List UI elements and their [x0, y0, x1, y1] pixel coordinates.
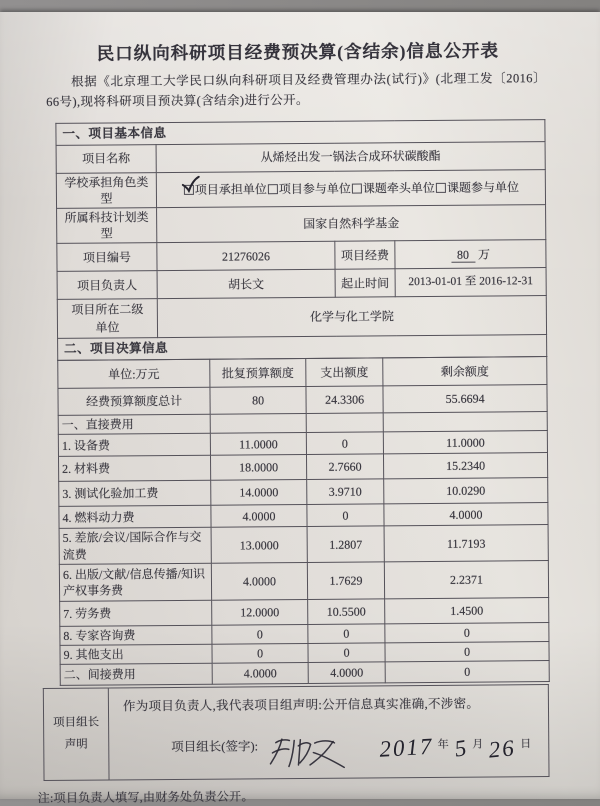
- budget-header-row: [58, 357, 547, 389]
- declaration-statement: 作为项目负责人,我代表项目组声明:公开信息真实准确,不涉密。: [122, 696, 480, 714]
- budget-approved: 4.0000: [211, 562, 307, 600]
- leader-label: 项目负责人: [57, 271, 157, 300]
- form-title: 民口纵向科研项目经费预决算(含结余)信息公开表: [96, 40, 499, 64]
- budget-approved: [210, 414, 306, 434]
- budget-spent: 4.0000: [308, 662, 385, 684]
- row-secondary-unit: [57, 296, 546, 339]
- project-number-value: 21276026: [157, 241, 335, 270]
- budget-row-label: 二、间接费用: [60, 663, 212, 685]
- row-role-type: [56, 169, 545, 208]
- period-label: 起止时间: [335, 269, 395, 297]
- budget-row-label: 1. 设备费: [58, 434, 210, 457]
- row-project-number: [57, 240, 546, 272]
- role-options: [161, 179, 541, 198]
- column-header-spent: 支出额度: [306, 358, 383, 387]
- month-suffix: 月: [472, 738, 484, 751]
- fund-value-cell: [395, 240, 546, 269]
- budget-remaining: 15.2340: [383, 453, 547, 479]
- budget-row-labor: [60, 597, 549, 626]
- role-option-label: 课题参与单位: [446, 179, 519, 195]
- column-header-unit: 单位:万元: [58, 359, 210, 388]
- main-form-table: [55, 119, 547, 362]
- budget-row-label: 6. 出版/文献/信息传播/知识产权事务费: [59, 563, 211, 601]
- handwritten-date: [379, 729, 537, 761]
- role-option-label: 项目参与单位: [278, 181, 351, 196]
- budget-spent: 0: [308, 624, 385, 644]
- row-plan-type: [57, 204, 546, 243]
- budget-row-label: 8. 专家咨询费: [60, 625, 212, 645]
- plan-type-label: 所属科技计划类型: [57, 207, 157, 243]
- row-project-name: [56, 141, 545, 173]
- budget-row-total: [58, 385, 547, 416]
- budget-approved: 11.0000: [210, 433, 306, 456]
- budget-table: [57, 356, 550, 686]
- budget-spent: 0: [308, 643, 385, 663]
- declaration-label: 项目组长声明: [43, 688, 109, 780]
- role-option-1: [183, 181, 267, 198]
- role-option-3: [351, 180, 435, 197]
- role-options-cell: [156, 169, 545, 207]
- declaration-table: [43, 684, 550, 781]
- date-month: 5: [452, 734, 470, 762]
- budget-approved: 12.0000: [212, 599, 308, 625]
- column-header-remaining: 剩余额度: [383, 357, 547, 386]
- budget-remaining: 10.0290: [384, 478, 548, 504]
- role-option-label: 课题牵头单位: [362, 180, 435, 196]
- budget-spent: 0: [307, 504, 384, 527]
- budget-row-materials: [58, 453, 547, 482]
- checkbox-icon: [436, 182, 446, 192]
- budget-spent: [306, 413, 383, 433]
- budget-approved: 0: [212, 643, 308, 663]
- secondary-unit-label-text: 项目所在二级单位: [71, 302, 144, 335]
- footnote: 注:项目负责人填写,由财务处负责公开。: [37, 789, 254, 806]
- handwritten-signature: [266, 727, 355, 778]
- budget-spent: 3.9710: [307, 479, 384, 505]
- date-year: 2017: [378, 733, 434, 762]
- budget-spent: 1.2807: [307, 526, 384, 562]
- budget-row-label: 9. 其他支出: [60, 644, 212, 664]
- budget-remaining: 11.7193: [384, 525, 548, 562]
- budget-approved: 13.0000: [211, 527, 307, 563]
- sign-label: 项目组长(签字):: [171, 738, 259, 754]
- section-title: 一、项目基本信息: [56, 119, 545, 145]
- role-type-label: 学校承担角色类型: [56, 172, 156, 208]
- fund-amount: 80: [451, 247, 475, 262]
- budget-row-label: 4. 燃料动力费: [59, 506, 211, 529]
- budget-remaining: 0: [385, 642, 549, 662]
- intro-paragraph: 根据《北京理工大学民口纵向科研项目及经费管理办法(试行)》(北理工发〔2016〕66号),现将科研项目预决算(含结余)进行公开。: [46, 71, 547, 109]
- budget-remaining: [383, 412, 547, 432]
- project-name-value: 从烯烃出发一锅法合成环状碳酸酯: [156, 141, 545, 172]
- budget-remaining: 1.4500: [385, 597, 549, 623]
- budget-row-label: 5. 差旅/会议/国际合作与交流费: [59, 528, 211, 565]
- period-value: 2013-01-01 至 2016-12-31: [395, 268, 546, 297]
- year-suffix: 年: [437, 738, 449, 751]
- role-option-label: 项目承担单位: [194, 181, 267, 197]
- day-suffix: 日: [520, 737, 532, 750]
- budget-approved: 14.0000: [211, 480, 307, 506]
- budget-row-testing: [59, 478, 548, 507]
- checkbox-icon: [268, 184, 278, 194]
- budget-row-indirect: [60, 661, 549, 686]
- budget-spent: 24.3306: [306, 386, 383, 414]
- column-header-approved: 批复预算额度: [210, 359, 306, 388]
- role-option-2: [267, 180, 351, 197]
- budget-approved: 4.0000: [212, 663, 308, 685]
- section-title: 二、项目决算信息: [58, 335, 547, 361]
- budget-remaining: 0: [385, 661, 549, 683]
- checkbox-checked-icon: [184, 184, 194, 194]
- budget-approved: 80: [210, 387, 306, 415]
- paper-sheet: [0, 12, 600, 806]
- fund-unit: 万: [477, 247, 490, 262]
- checkbox-icon: [352, 183, 362, 193]
- budget-row-publication-ip: [59, 560, 548, 601]
- budget-spent: 1.7629: [307, 562, 384, 600]
- project-number-label: 项目编号: [57, 243, 157, 272]
- budget-row-label: 3. 测试化验加工费: [59, 481, 211, 507]
- budget-spent: 10.5500: [308, 599, 385, 625]
- project-name-label: 项目名称: [56, 144, 156, 173]
- budget-row-travel-conference: [59, 525, 548, 564]
- fund-label: 项目经费: [335, 241, 395, 269]
- budget-row-label: 一、直接费用: [58, 414, 210, 434]
- secondary-unit-value: 化学与化工学院: [157, 296, 546, 338]
- budget-approved: 0: [212, 624, 308, 644]
- budget-row-label: 2. 材料费: [58, 456, 210, 482]
- declaration-row: [43, 685, 549, 781]
- budget-spent: 2.7660: [306, 454, 383, 480]
- budget-approved: 4.0000: [211, 505, 307, 528]
- form-content: [0, 10, 600, 806]
- role-option-4: [435, 179, 519, 196]
- signature-row: [171, 722, 536, 769]
- budget-spent: 0: [306, 432, 383, 455]
- plan-type-value: 国家自然科学基金: [157, 204, 546, 242]
- secondary-unit-label: [57, 299, 157, 339]
- budget-remaining: 55.6694: [383, 385, 547, 413]
- budget-remaining: 2.2371: [384, 560, 548, 598]
- date-day: 26: [487, 734, 517, 763]
- budget-remaining: 4.0000: [384, 503, 548, 526]
- leader-value: 胡长文: [157, 269, 335, 298]
- budget-approved: 18.0000: [210, 455, 306, 481]
- budget-remaining: 11.0000: [383, 431, 547, 454]
- row-project-leader: [57, 268, 546, 300]
- budget-row-label: 7. 劳务费: [60, 600, 212, 626]
- budget-remaining: 0: [385, 622, 549, 642]
- declaration-body: [108, 685, 549, 780]
- budget-row-label: 经费预算额度总计: [58, 387, 210, 415]
